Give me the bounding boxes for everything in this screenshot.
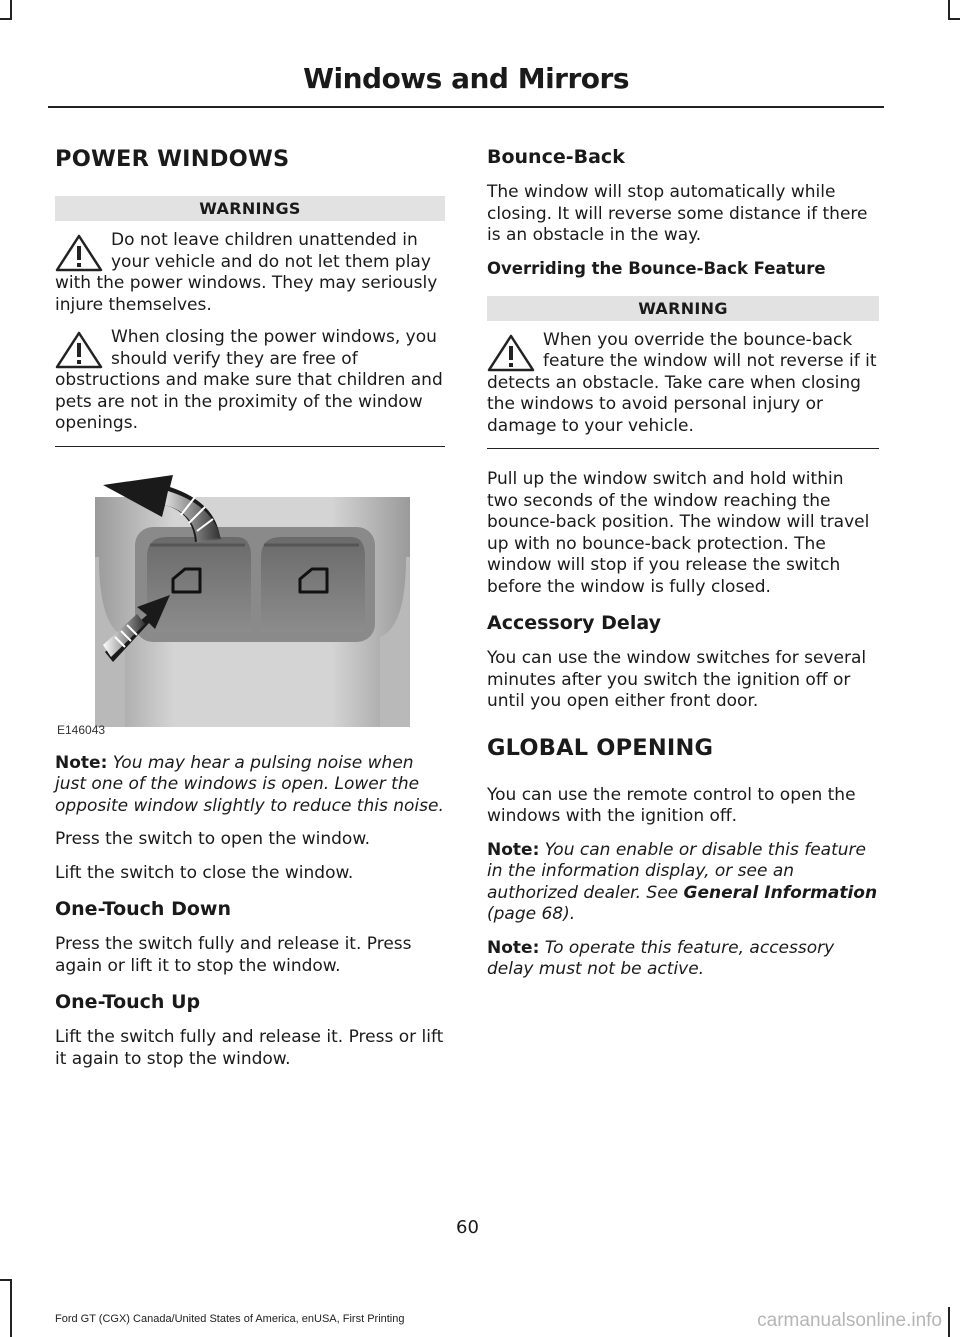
- section-title-global-opening: GLOBAL OPENING: [487, 734, 714, 761]
- note-label: Note:: [487, 937, 540, 958]
- crop-mark: [10, 1281, 12, 1337]
- heading-accessory-delay: Accessory Delay: [487, 612, 661, 634]
- note-paragraph: [55, 753, 445, 818]
- paragraph: The window will stop automatically while closing. It will reverse some distance if there is an obstacle in the way.: [487, 182, 868, 245]
- note-label: Note:: [55, 752, 108, 773]
- heading-overriding-bounce-back: Overriding the Bounce-Back Feature: [487, 258, 826, 278]
- page-header: [48, 58, 884, 108]
- divider: [487, 448, 879, 449]
- warning-item: [55, 230, 445, 316]
- crop-mark: [0, 18, 12, 20]
- note-text: You may hear a pulsing noise when just one of the windows is open. Lower the opposite window slightly to reduce this noise.: [55, 752, 444, 816]
- paragraph: You can use the window switches for several minutes after you switch the ignition off or until you open either front door.: [487, 648, 867, 711]
- heading-one-touch-down: One-Touch Down: [55, 898, 231, 920]
- paragraph: Press the switch to open the window.: [55, 829, 371, 849]
- watermark: carmanualsonline.info: [757, 1310, 942, 1331]
- right-column: [487, 140, 879, 993]
- warning-triangle-icon: [55, 234, 103, 272]
- crop-mark: [10, 0, 12, 20]
- warning-heading: WARNING: [487, 296, 879, 321]
- paragraph: Lift the switch fully and release it. Press or lift it again to stop the window.: [55, 1027, 444, 1069]
- warning-text: When you override the bounce-back feature the window will not reverse if it detects an obstacle. Take care when closing the windows to avoid personal injury or damage to your vehicle.: [487, 329, 877, 436]
- paragraph: Press the switch fully and release it. Press again or lift it to stop the window.: [55, 934, 412, 976]
- warning-text: Do not leave children unattended in your vehicle and do not let them play with the power windows. They may seriously injure themselves.: [55, 230, 438, 315]
- warning-item: [55, 327, 445, 435]
- page-title: Windows and Mirrors: [303, 62, 629, 95]
- paragraph: Pull up the window switch and hold within two seconds of the window reaching the bounce-back position. The window will travel up with no bounce-back protection. The window will stop if you release the switch before the window is fully closed.: [487, 469, 870, 597]
- paragraph: You can use the remote control to open the windows with the ignition off.: [487, 784, 856, 826]
- heading-one-touch-up: One-Touch Up: [55, 991, 201, 1013]
- crop-mark: [0, 1279, 12, 1281]
- window-switch-figure: [55, 467, 445, 737]
- note-paragraph: [487, 938, 879, 981]
- note-text: You can enable or disable this feature in the information display, or see an authorized dealer. See: [487, 839, 866, 903]
- warning-item: [487, 330, 879, 438]
- warning-triangle-icon: [55, 331, 103, 369]
- page-number: 60: [456, 1217, 479, 1238]
- crop-mark: [948, 0, 950, 20]
- divider: [55, 446, 445, 447]
- warning-triangle-icon: [487, 334, 535, 372]
- warning-text: When closing the power windows, you should verify they are free of obstructions and make sure that children and pets are not in the proximity of the window openings.: [55, 327, 443, 433]
- left-column: [55, 140, 445, 1082]
- note-label: Note:: [487, 839, 540, 860]
- cross-reference-link[interactable]: General Information: [683, 882, 878, 903]
- figure-code: E146043: [57, 722, 106, 737]
- crop-mark: [948, 1307, 950, 1337]
- right-window-switch: [261, 537, 365, 632]
- section-title-power-windows: POWER WINDOWS: [55, 146, 290, 172]
- paragraph: Lift the switch to close the window.: [55, 862, 354, 883]
- page-reference: (page 68).: [487, 904, 576, 924]
- crop-mark: [948, 18, 960, 20]
- warnings-heading: WARNINGS: [55, 196, 445, 221]
- note-paragraph: [487, 840, 879, 926]
- heading-bounce-back: Bounce-Back: [487, 146, 625, 168]
- publication-info: Ford GT (CGX) Canada/United States of America, enUSA, First Printing: [55, 1313, 405, 1325]
- window-switch-illustration: [55, 467, 445, 737]
- note-text: To operate this feature, accessory delay must not be active.: [487, 937, 835, 979]
